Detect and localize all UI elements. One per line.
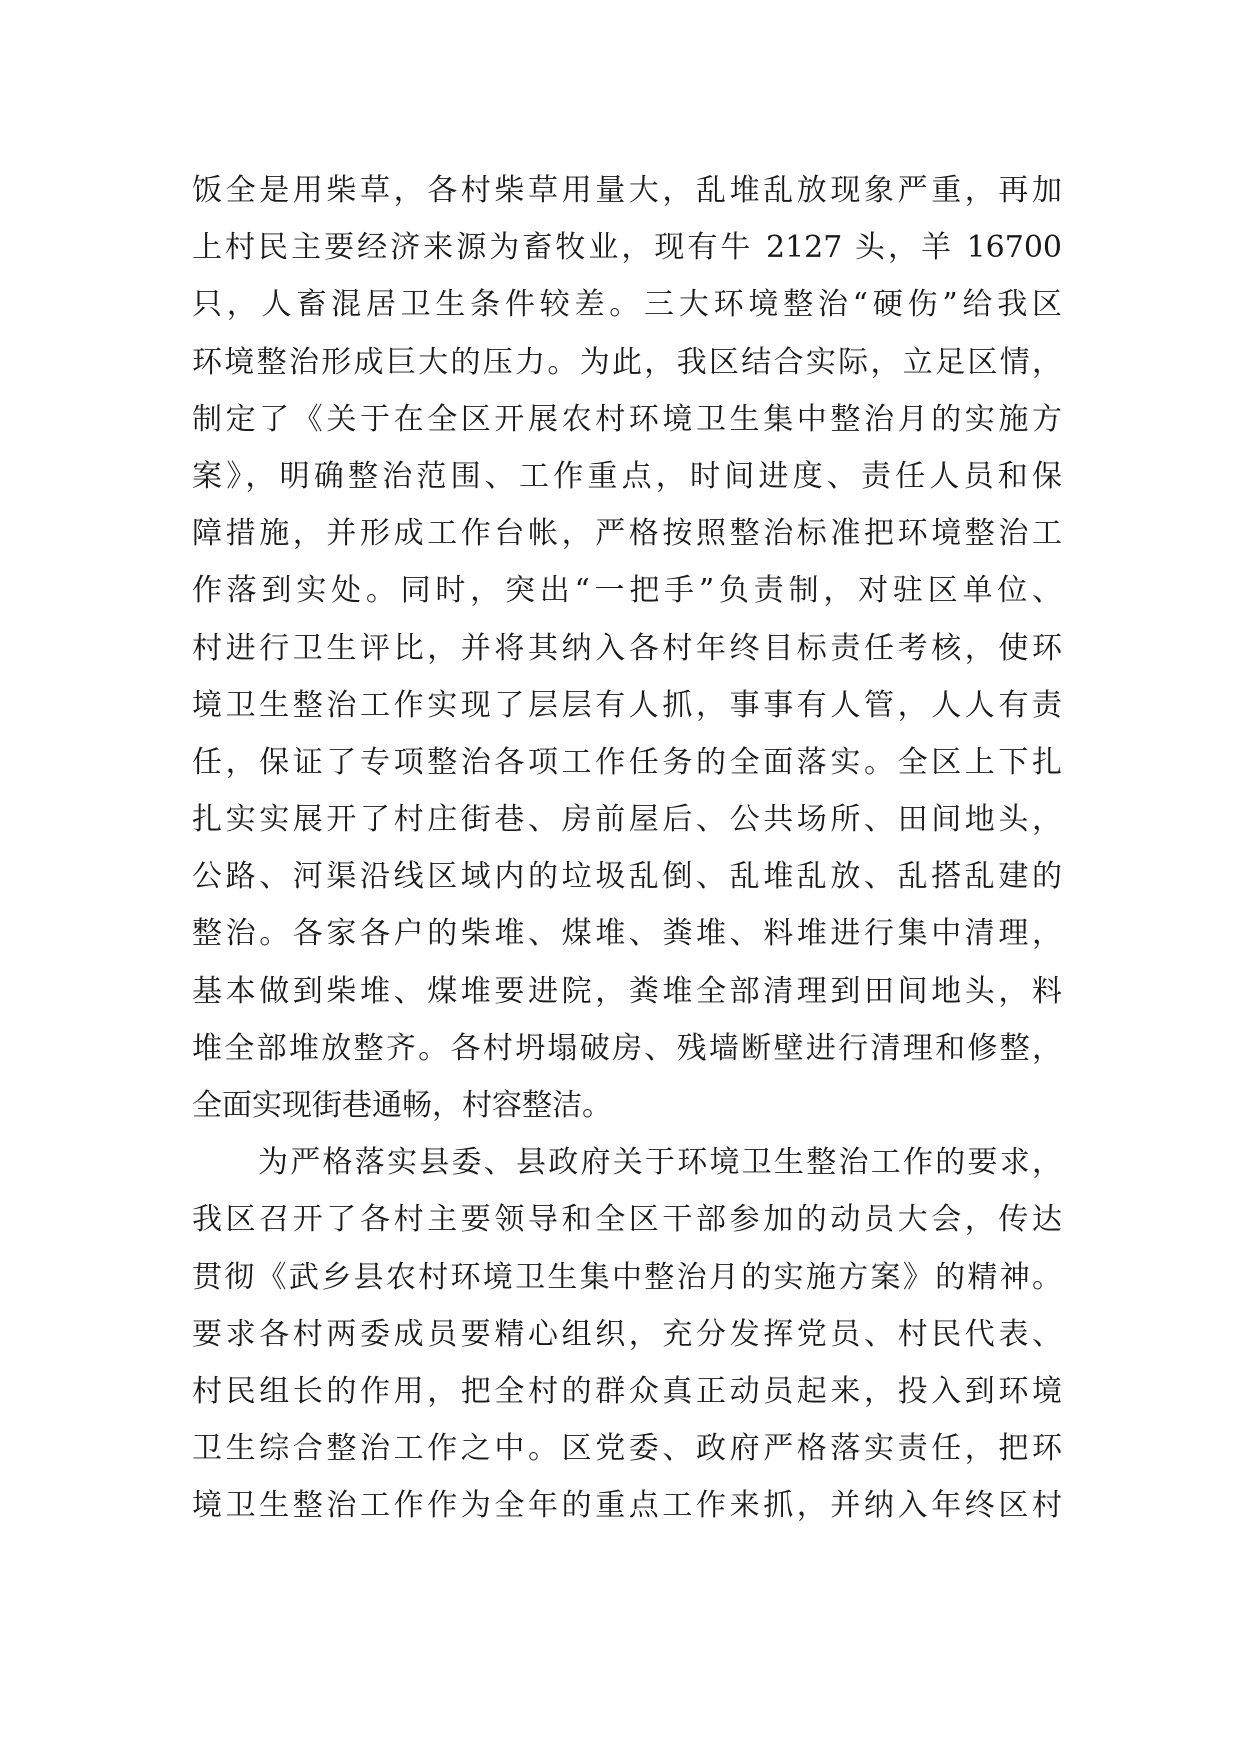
text-line: 制定了《关于在全区开展农村环境卫生集中整治月的实施方 xyxy=(192,401,1062,437)
text-line: 公路、河渠沿线区域内的垃圾乱倒、乱堆乱放、乱搭乱建的 xyxy=(192,859,1062,895)
text-line: 扎实实展开了村庄街巷、房前屋后、公共场所、田间地头， xyxy=(192,802,1062,838)
paragraph-2 xyxy=(192,1134,1062,1534)
text-line: 境卫生整治工作实现了层层有人抓，事事有人管，人人有责 xyxy=(192,687,1062,723)
text-line: 我区召开了各村主要领导和全区干部参加的动员大会，传达 xyxy=(192,1202,1062,1238)
text-line: 为严格落实县委、县政府关于环境卫生整治工作的要求， xyxy=(258,1145,1062,1181)
text-line: 环境整治形成巨大的压力。为此，我区结合实际，立足区情， xyxy=(192,344,1062,380)
text-line: 障措施，并形成工作台帐，严格按照整治标准把环境整治工 xyxy=(192,516,1062,552)
text-line: 饭全是用柴草，各村柴草用量大，乱堆乱放现象严重，再加 xyxy=(192,173,1062,208)
text-line: 贯彻《武乡县农村环境卫生集中整治月的实施方案》的精神。 xyxy=(192,1259,1062,1295)
text-line: 上村民主要经济来源为畜牧业，现有牛 2127 头，羊 16700 xyxy=(192,230,1062,266)
paragraph-1 xyxy=(192,162,1062,1134)
text-line: 村进行卫生评比，并将其纳入各村年终目标责任考核，使环 xyxy=(192,630,1062,666)
text-line: 只，人畜混居卫生条件较差。三大环境整治“硬伤”给我区 xyxy=(192,287,1062,323)
text-line: 全面实现街巷通畅，村容整洁。 xyxy=(192,1088,612,1123)
text-line: 村民组长的作用，把全村的群众真正动员起来，投入到环境 xyxy=(192,1373,1062,1409)
text-line: 堆全部堆放整齐。各村坍塌破房、残墙断壁进行清理和修整， xyxy=(192,1030,1062,1066)
text-line: 任，保证了专项整治各项工作任务的全面落实。全区上下扎 xyxy=(192,744,1062,780)
text-line: 整治。各家各户的柴堆、煤堆、粪堆、料堆进行集中清理， xyxy=(192,916,1062,952)
text-line: 基本做到柴堆、煤堆要进院，粪堆全部清理到田间地头，料 xyxy=(192,973,1062,1009)
text-line: 卫生综合整治工作之中。区党委、政府严格落实责任，把环 xyxy=(192,1431,1062,1467)
text-line: 作落到实处。同时，突出“一把手”负责制，对驻区单位、 xyxy=(192,573,1062,609)
body-text xyxy=(192,162,1062,1535)
text-line: 案》，明确整治范围、工作重点，时间进度、责任人员和保 xyxy=(192,458,1062,494)
text-line: 境卫生整治工作作为全年的重点工作来抓，并纳入年终区村 xyxy=(192,1488,1062,1524)
text-line: 要求各村两委成员要精心组织，充分发挥党员、村民代表、 xyxy=(192,1316,1062,1352)
